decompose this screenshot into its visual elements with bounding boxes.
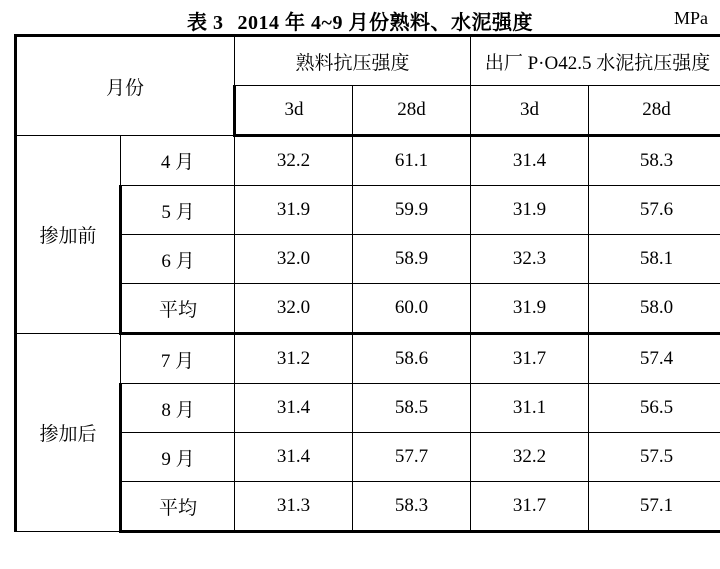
table-row [16, 482, 720, 532]
table-row [16, 384, 720, 433]
header-cement-28d: 28d [589, 86, 720, 136]
table-header-row-1 [16, 36, 720, 86]
table-row [16, 136, 720, 186]
cell-clinker-3d: 31.4 [235, 433, 353, 482]
row-month: 平均 [121, 284, 235, 334]
caption-title: 2014 年 4~9 月份熟料、水泥强度 [237, 12, 533, 34]
cell-cement-28d: 58.0 [589, 284, 720, 334]
row-month: 9 月 [121, 433, 235, 482]
cell-clinker-3d: 31.2 [235, 334, 353, 384]
cell-clinker-28d: 60.0 [353, 284, 471, 334]
cell-cement-3d: 32.2 [471, 433, 589, 482]
header-group-clinker: 熟料抗压强度 [235, 36, 471, 86]
cell-clinker-28d: 59.9 [353, 186, 471, 235]
cell-cement-28d: 56.5 [589, 384, 720, 433]
header-cement-3d: 3d [471, 86, 589, 136]
row-month: 8 月 [121, 384, 235, 433]
cell-clinker-3d: 32.0 [235, 284, 353, 334]
cell-cement-3d: 31.7 [471, 334, 589, 384]
table-row [16, 284, 720, 334]
header-group-cement: 出厂 P·O42.5 水泥抗压强度 [471, 36, 720, 86]
group-label-before: 掺加前 [16, 136, 121, 334]
row-month: 6 月 [121, 235, 235, 284]
table-row [16, 433, 720, 482]
cell-clinker-3d: 31.4 [235, 384, 353, 433]
table-caption [0, 0, 720, 34]
cell-clinker-28d: 57.7 [353, 433, 471, 482]
cell-clinker-28d: 58.9 [353, 235, 471, 284]
cell-cement-3d: 31.9 [471, 186, 589, 235]
unit-label: MPa [673, 8, 708, 28]
cell-cement-3d: 31.7 [471, 482, 589, 532]
cell-cement-28d: 57.5 [589, 433, 720, 482]
table-row [16, 334, 720, 384]
row-month: 4 月 [121, 136, 235, 186]
cell-clinker-28d: 58.5 [353, 384, 471, 433]
table-row [16, 235, 720, 284]
cell-clinker-28d: 58.6 [353, 334, 471, 384]
strength-table [14, 34, 720, 533]
cell-clinker-3d: 31.3 [235, 482, 353, 532]
header-clinker-28d: 28d [353, 86, 471, 136]
cell-clinker-3d: 31.9 [235, 186, 353, 235]
row-month: 7 月 [121, 334, 235, 384]
cell-clinker-28d: 61.1 [353, 136, 471, 186]
header-month: 月份 [16, 36, 235, 136]
row-month: 平均 [121, 482, 235, 532]
cell-cement-3d: 32.3 [471, 235, 589, 284]
cell-cement-28d: 57.6 [589, 186, 720, 235]
cell-cement-3d: 31.4 [471, 136, 589, 186]
cell-cement-28d: 58.3 [589, 136, 720, 186]
caption-text [187, 6, 533, 35]
cell-clinker-3d: 32.2 [235, 136, 353, 186]
cell-cement-28d: 57.4 [589, 334, 720, 384]
header-clinker-3d: 3d [235, 86, 353, 136]
table-row [16, 186, 720, 235]
row-month: 5 月 [121, 186, 235, 235]
cell-clinker-28d: 58.3 [353, 482, 471, 532]
cell-cement-3d: 31.9 [471, 284, 589, 334]
group-label-after: 掺加后 [16, 334, 121, 532]
caption-label: 表 3 [187, 12, 224, 34]
cell-cement-3d: 31.1 [471, 384, 589, 433]
cell-clinker-3d: 32.0 [235, 235, 353, 284]
cell-cement-28d: 58.1 [589, 235, 720, 284]
cell-cement-28d: 57.1 [589, 482, 720, 532]
